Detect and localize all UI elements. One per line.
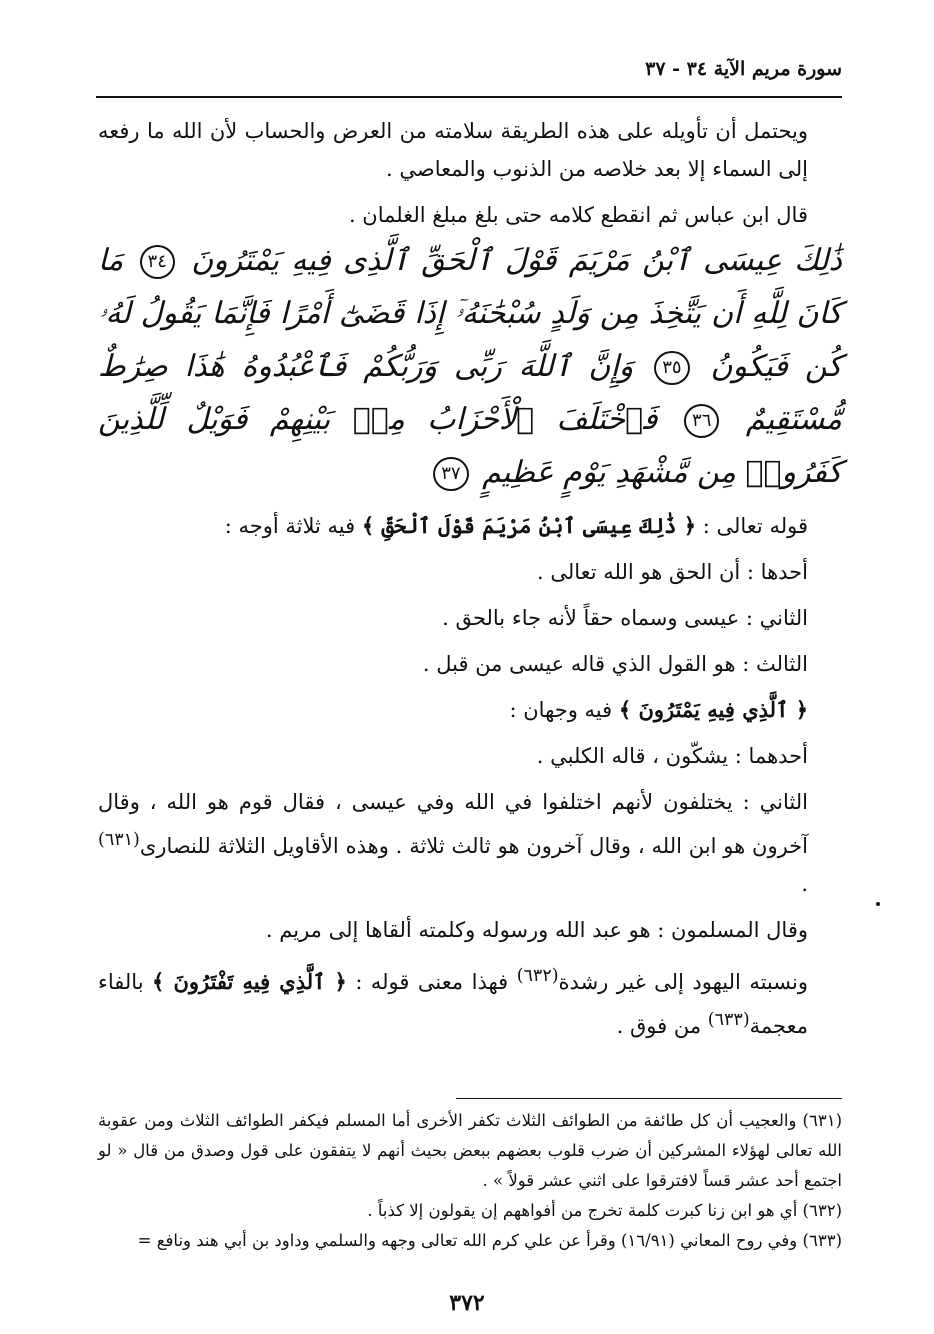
- verse-text: ذَٰلِكَ عِيسَى ٱبْنُ مَرْيَمَ قَوْلَ ٱلْحَقِّ ٱلَّذِى فِيهِ يَمْتَرُونَ: [191, 243, 842, 278]
- verse-text: مَا كَانَ لِلَّهِ أَن يَتَّخِذَ مِن وَلَدٍ سُبْحَٰنَهُۥٓ إِذَا قَضَىٰٓ أَمْرًا فَإِنَّمَا يَقُولُ لَهُۥ كُن فَيَكُونُ: [98, 243, 842, 384]
- paragraph-text: بالفاء معجمة: [98, 970, 808, 1038]
- verse-text: فَٱخْتَلَفَ ٱلْأَحْزَابُ مِنۢ بَيْنِهِمْ فَوَيْلٌ لِّلَّذِينَ كَفَرُوا۟ مِن مَّشْهَدِ يَوْمٍ عَظِيمٍ: [98, 402, 842, 490]
- footnotes: [98, 1106, 842, 1256]
- verse-number-marker: ٣٧: [433, 457, 468, 491]
- quran-quote: ﴿ ٱلَّذِي فِيهِ تَفْتَرُونَ ﴾: [152, 969, 347, 994]
- commentary-intro: قوله تعالى :: [702, 514, 808, 538]
- interpretation-item: الثاني : عيسى وسماه حقاً لأنه جاء بالحق .: [442, 606, 808, 630]
- verse-number-marker: ٣٥: [654, 351, 689, 385]
- paragraph: وقال المسلمون : هو عبد الله ورسوله وكلمته ألقاها إلى مريم .: [265, 918, 808, 942]
- interpretation-item: [98, 783, 842, 903]
- paragraph-text: فهذا معنى قوله :: [355, 970, 509, 994]
- interpretation-item: أحدهما : يشكّون ، قاله الكلبي .: [536, 744, 808, 768]
- verse-number-marker: ٣٦: [684, 404, 719, 438]
- interpretation-text: الثاني : يختلفون لأنهم اختلفوا في الله وفي عيسى ، فقال قوم هو الله ، وقال آخرون هو ابن الله ، وقال آخرون هو ثالث ثلاثة . وهذه الأقاويل الثلاثة للنصارى: [98, 790, 808, 858]
- footnote: (٦٣٢) أي هو ابن زنا كبرت كلمة تخرج من أفواههم إن يقولون إلا كذباً .: [367, 1201, 842, 1220]
- paragraph: قال ابن عباس ثم انقطع كلامه حتى بلغ مبلغ الغلمان .: [348, 203, 808, 227]
- margin-mark: [876, 902, 880, 906]
- paragraph-text: ونسبته اليهود إلى غير رشدة: [558, 970, 808, 994]
- interpretation-item: الثالث : هو القول الذي قاله عيسى من قبل .: [422, 652, 808, 676]
- paragraph-text: من فوق .: [616, 1014, 702, 1038]
- footnote: (٦٣٣) وفي روح المعاني (١٦/٩١) وقرأ عن علي كرم الله تعالى وجهه والسلمي وداود بن أبي هند ونافع =: [137, 1231, 842, 1250]
- interpretation-item: أحدها : أن الحق هو الله تعالى .: [537, 560, 808, 584]
- header-rule: [96, 96, 842, 98]
- running-title: سورة مريم الآية ٣٤ - ٣٧: [645, 58, 842, 80]
- commentary-heading: [98, 507, 842, 545]
- paragraph: ويحتمل أن تأويله على هذه الطريقة سلامته من العرض والحساب لأن الله ما رفعه إلى السماء إلا بعد خلاصه من الذنوب والمعاصي .: [98, 119, 808, 181]
- verse-text: وَإِنَّ ٱللَّهَ رَبِّى وَرَبُّكُمْ فَٱعْبُدُوهُ هَٰذَا صِرَٰطٌ مُّسْتَقِيمٌ: [98, 349, 842, 437]
- commentary-tail: فيه وجهان :: [509, 698, 613, 722]
- footnote-ref: (٦٣١): [98, 830, 140, 850]
- quran-quote: ﴿ ذَٰلِكَ عِيسَى ٱبْنُ مَرْيَمَ قَوْلَ ٱلْحَقِّ ﴾: [361, 513, 697, 538]
- quran-passage: [98, 234, 842, 499]
- footnote-rule: [456, 1098, 842, 1099]
- footnote: (٦٣١) والعجيب أن كل طائفة من الطوائف الثلاث تكفر الأخرى أما المسلم فيكفر الطوائف الثلاث ومن عقوبة الله تعالى لهؤلاء المشركين أن ضرب قلوب بعضهم ببعض بحيث أنهم لا يتفقون على قول وصدق من قال « لو اجتمع أحد عشر قساً لافترقوا على اثني عشر قولاً » .: [98, 1111, 842, 1190]
- main-text: [98, 112, 842, 1045]
- commentary-heading: [98, 691, 842, 729]
- paragraph: [98, 957, 842, 1045]
- footnote-ref: (٦٣٢): [516, 966, 559, 986]
- verse-number-marker: ٣٤: [140, 245, 175, 279]
- commentary-tail: فيه ثلاثة أوجه :: [224, 514, 356, 538]
- page-number: ٣٧٢: [449, 1290, 485, 1316]
- sentence-end: .: [801, 872, 808, 896]
- footnote-ref: (٦٣٣): [707, 1010, 750, 1030]
- quran-quote: ﴿ ٱلَّذِي فِيهِ يَمْتَرُونَ ﴾: [618, 697, 808, 722]
